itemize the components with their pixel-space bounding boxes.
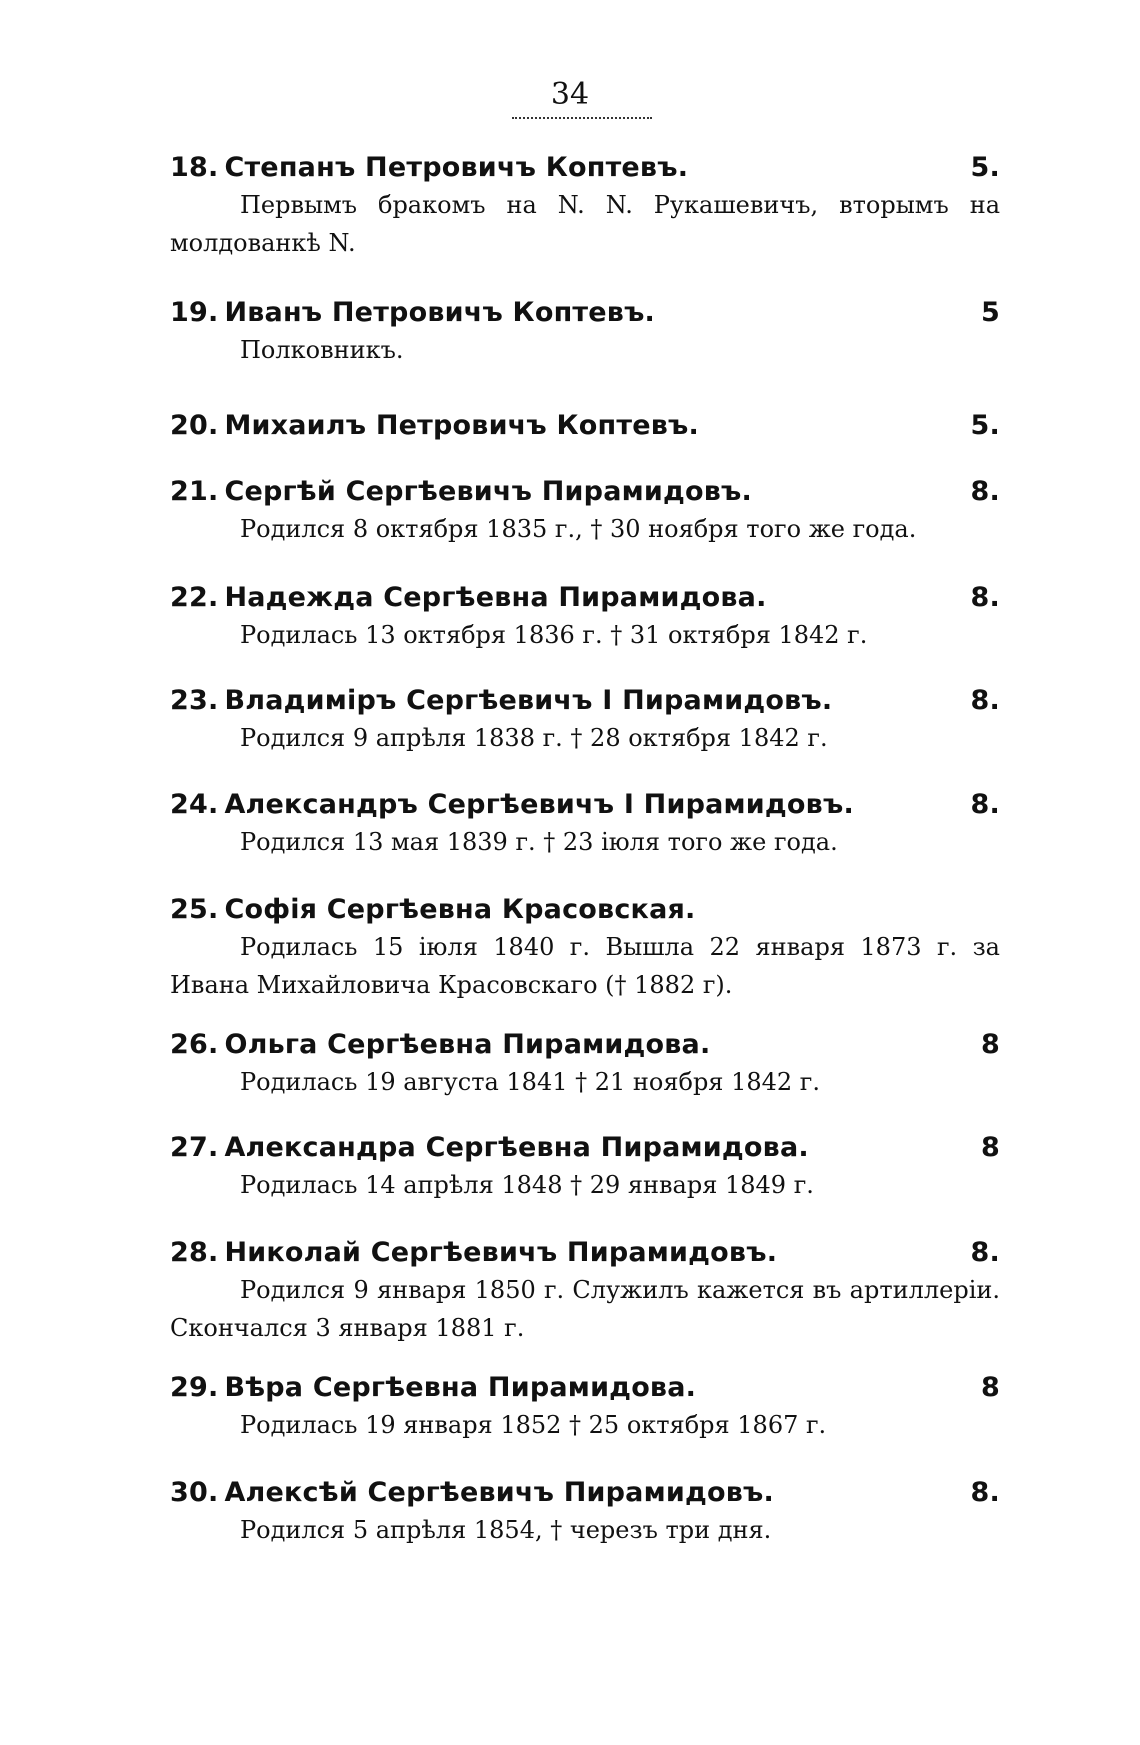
entry-number: 18. xyxy=(170,152,219,183)
generation-number: 8 xyxy=(981,1372,1000,1403)
generation-number: 5 xyxy=(981,297,1000,328)
generation-number: 8. xyxy=(970,685,1000,716)
entry-29 xyxy=(170,1370,1000,1444)
generation-number: 8 xyxy=(981,1132,1000,1163)
entry-heading xyxy=(170,787,1000,823)
entry-name: Александра Сергѣевна Пирамидова. xyxy=(224,1132,809,1163)
generation-number: 5. xyxy=(970,410,1000,441)
entry-name: Степанъ Петровичъ Коптевъ. xyxy=(224,152,689,183)
entry-note: Родился 13 мая 1839 г. † 23 іюля того же года. xyxy=(240,828,838,856)
entry-number: 26. xyxy=(170,1029,219,1060)
entry-18 xyxy=(170,150,1000,262)
entry-25 xyxy=(170,892,1000,1004)
entry-note: Полковникъ. xyxy=(240,336,404,364)
entry-name: Ольга Сергѣевна Пирамидова. xyxy=(224,1029,711,1060)
entry-21 xyxy=(170,474,1000,548)
entry-heading xyxy=(170,683,1000,719)
entry-name: Николай Сергѣевичъ Пирамидовъ. xyxy=(224,1237,778,1268)
entry-number: 21. xyxy=(170,476,219,507)
entry-number: 22. xyxy=(170,582,219,613)
page-number: 34 xyxy=(550,77,590,112)
entry-note: Родился 9 апрѣля 1838 г. † 28 октября 1842 г. xyxy=(240,724,828,752)
entry-number: 19. xyxy=(170,297,219,328)
entry-28 xyxy=(170,1235,1000,1347)
entry-heading xyxy=(170,1130,1000,1166)
entry-20 xyxy=(170,408,1000,444)
entry-name: Алексѣй Сергѣевичъ Пирамидовъ. xyxy=(224,1477,774,1508)
entry-note: Родился 9 января 1850 г. Служилъ кажется въ артиллеріи. Скончался 3 января 1881 г. xyxy=(170,1276,1000,1342)
entry-27 xyxy=(170,1130,1000,1204)
entry-note: Родилась 13 октября 1836 г. † 31 октября 1842 г. xyxy=(240,621,868,649)
entry-heading xyxy=(170,408,1000,444)
entry-19 xyxy=(170,295,1000,369)
page-number-ornament xyxy=(512,117,652,125)
entry-heading xyxy=(170,1475,1000,1511)
entry-name: Михаилъ Петровичъ Коптевъ. xyxy=(224,410,699,441)
entry-23 xyxy=(170,683,1000,757)
entry-number: 29. xyxy=(170,1372,219,1403)
entry-number: 25. xyxy=(170,894,219,925)
entry-note: Родился 8 октября 1835 г., † 30 ноября того же года. xyxy=(240,515,917,543)
generation-number: 8. xyxy=(970,476,1000,507)
generation-number: 5. xyxy=(970,152,1000,183)
entry-note: Родился 5 апрѣля 1854, † черезъ три дня. xyxy=(240,1516,772,1544)
generation-number: 8. xyxy=(970,789,1000,820)
entry-name: Надежда Сергѣевна Пирамидова. xyxy=(224,582,767,613)
entry-name: Владиміръ Сергѣевичъ I Пирамидовъ. xyxy=(224,685,833,716)
entry-number: 20. xyxy=(170,410,219,441)
entry-name: Вѣра Сергѣевна Пирамидова. xyxy=(224,1372,697,1403)
entry-heading xyxy=(170,150,1000,186)
entry-name: Александръ Сергѣевичъ I Пирамидовъ. xyxy=(224,789,854,820)
generation-number: 8. xyxy=(970,1237,1000,1268)
entry-heading xyxy=(170,1370,1000,1406)
generation-number: 8. xyxy=(970,1477,1000,1508)
entry-heading xyxy=(170,892,1000,928)
entry-heading xyxy=(170,295,1000,331)
generation-number: 8. xyxy=(970,582,1000,613)
entry-name: Иванъ Петровичъ Коптевъ. xyxy=(224,297,656,328)
entry-number: 27. xyxy=(170,1132,219,1163)
entry-note: Первымъ бракомъ на N. N. Рукашевичъ, вторымъ на молдованкѣ N. xyxy=(170,191,1000,257)
entry-note: Родилась 15 іюля 1840 г. Вышла 22 января 1873 г. за Ивана Михайловича Красовскаго († 1882 г). xyxy=(170,933,1000,999)
entry-note: Родилась 19 января 1852 † 25 октября 1867 г. xyxy=(240,1411,827,1439)
entry-26 xyxy=(170,1027,1000,1101)
entry-24 xyxy=(170,787,1000,861)
entry-number: 23. xyxy=(170,685,219,716)
entry-note: Родилась 19 августа 1841 † 21 ноября 1842 г. xyxy=(240,1068,820,1096)
generation-number: 8 xyxy=(981,1029,1000,1060)
entry-heading xyxy=(170,1235,1000,1271)
entry-note: Родилась 14 апрѣля 1848 † 29 января 1849 г. xyxy=(240,1171,814,1199)
entry-number: 24. xyxy=(170,789,219,820)
entry-name: Софія Сергѣевна Красовская. xyxy=(224,894,696,925)
entry-heading xyxy=(170,474,1000,510)
entry-22 xyxy=(170,580,1000,654)
entry-number: 30. xyxy=(170,1477,219,1508)
entry-heading xyxy=(170,580,1000,616)
entry-name: Сергѣй Сергѣевичъ Пирамидовъ. xyxy=(224,476,752,507)
entry-number: 28. xyxy=(170,1237,219,1268)
entry-heading xyxy=(170,1027,1000,1063)
entry-30 xyxy=(170,1475,1000,1549)
